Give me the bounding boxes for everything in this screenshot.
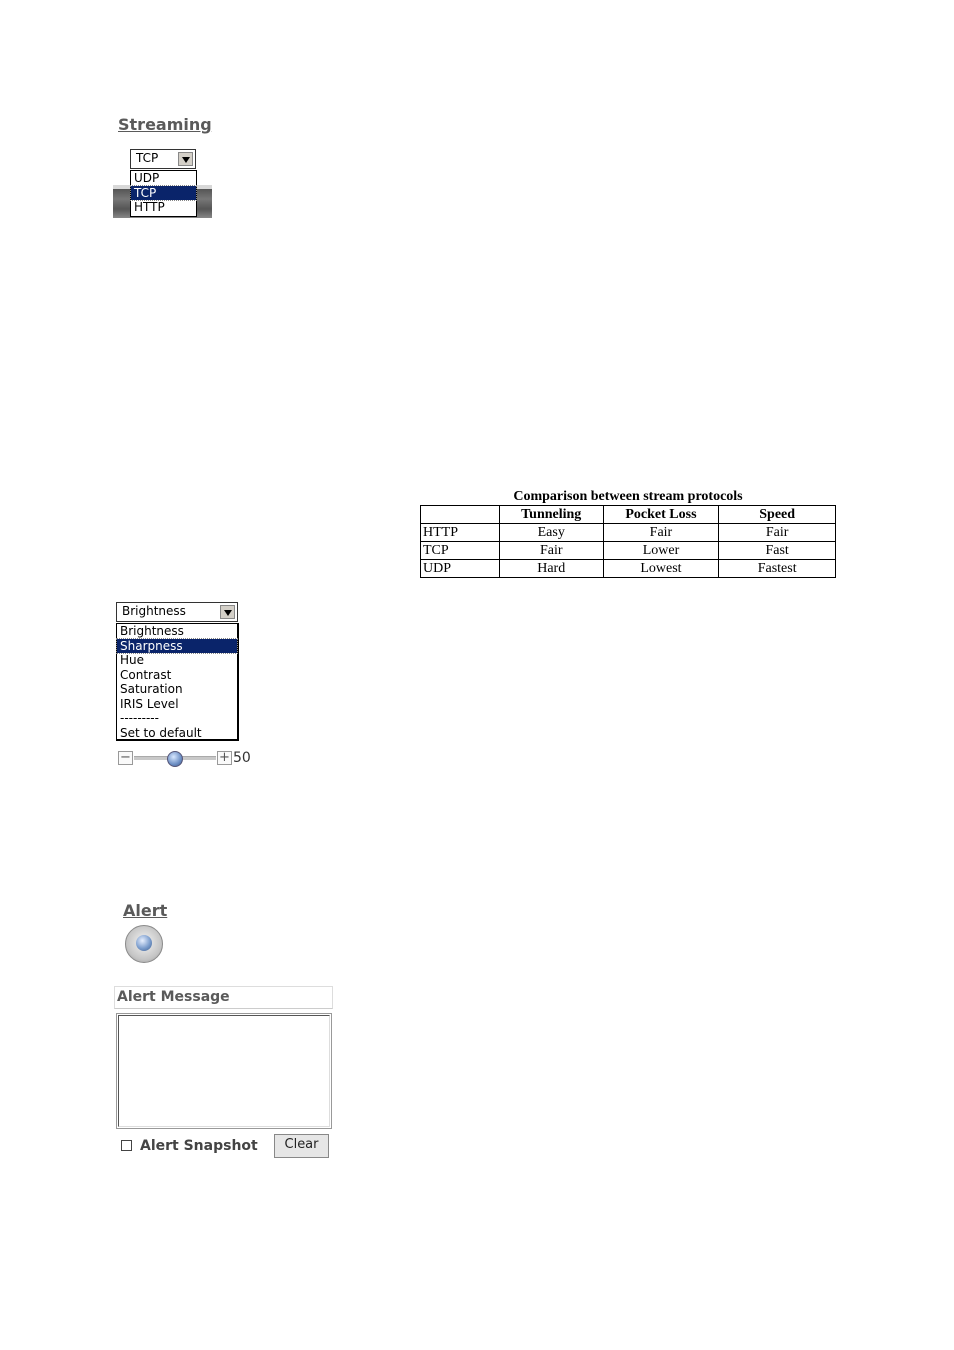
protocol-comparison-table xyxy=(420,505,836,578)
streaming-option-http[interactable]: HTTP xyxy=(134,200,165,214)
table-cell: Fast xyxy=(719,542,836,560)
streaming-option-udp[interactable]: UDP xyxy=(134,171,160,185)
table-header-cell: Speed xyxy=(719,506,836,524)
table-cell: Fair xyxy=(719,524,836,542)
slider-knob[interactable] xyxy=(167,751,183,767)
alert-message-textarea[interactable] xyxy=(116,1013,332,1129)
image-option-hue[interactable]: Hue xyxy=(120,653,145,667)
slider-increase-button[interactable]: + xyxy=(217,751,232,765)
clear-button[interactable]: Clear xyxy=(274,1134,329,1158)
streaming-option-tcp[interactable]: TCP xyxy=(131,186,196,201)
table-header-row xyxy=(421,506,836,524)
table-cell: Hard xyxy=(499,560,603,578)
streaming-selected-value: TCP xyxy=(136,151,159,165)
table-row xyxy=(421,524,836,542)
streaming-protocol-select[interactable] xyxy=(130,149,196,169)
streaming-protocol-list xyxy=(130,170,197,217)
image-option-saturation[interactable]: Saturation xyxy=(120,682,183,696)
table-header-cell: Pocket Loss xyxy=(603,506,719,524)
streaming-title: Streaming xyxy=(118,115,212,134)
table-cell: TCP xyxy=(421,542,500,560)
image-setting-selected-value: Brightness xyxy=(122,604,186,618)
table-cell: Easy xyxy=(499,524,603,542)
alert-message-header: Alert Message xyxy=(114,986,333,1009)
table-header-cell xyxy=(421,506,500,524)
table-cell: Lowest xyxy=(603,560,719,578)
table-row xyxy=(421,542,836,560)
table-cell: Fastest xyxy=(719,560,836,578)
image-setting-select[interactable] xyxy=(116,602,238,622)
alert-snapshot-checkbox[interactable] xyxy=(121,1140,132,1151)
chevron-down-icon[interactable] xyxy=(220,605,235,619)
image-option-brightness[interactable]: Brightness xyxy=(120,624,184,638)
table-cell: HTTP xyxy=(421,524,500,542)
table-cell: Lower xyxy=(603,542,719,560)
image-option-separator: --------- xyxy=(120,711,159,725)
table-cell: Fair xyxy=(499,542,603,560)
alert-snapshot-label: Alert Snapshot xyxy=(140,1138,258,1154)
table-cell: Fair xyxy=(603,524,719,542)
chevron-down-icon[interactable] xyxy=(178,152,193,166)
alert-title: Alert xyxy=(123,901,168,920)
table-row xyxy=(421,560,836,578)
alert-indicator-icon xyxy=(125,925,163,963)
slider-value: 50 xyxy=(233,750,251,766)
slider-decrease-button[interactable]: − xyxy=(118,751,133,765)
table-header-cell: Tunneling xyxy=(499,506,603,524)
table-caption: Comparison between stream protocols xyxy=(513,489,743,504)
image-option-sharpness[interactable]: Sharpness xyxy=(117,639,237,654)
image-option-contrast[interactable]: Contrast xyxy=(120,667,172,682)
table-cell: UDP xyxy=(421,560,500,578)
image-option-set-to-default[interactable]: Set to default xyxy=(120,725,202,740)
image-setting-list xyxy=(116,623,239,741)
image-option-iris-level[interactable]: IRIS Level xyxy=(120,696,179,711)
